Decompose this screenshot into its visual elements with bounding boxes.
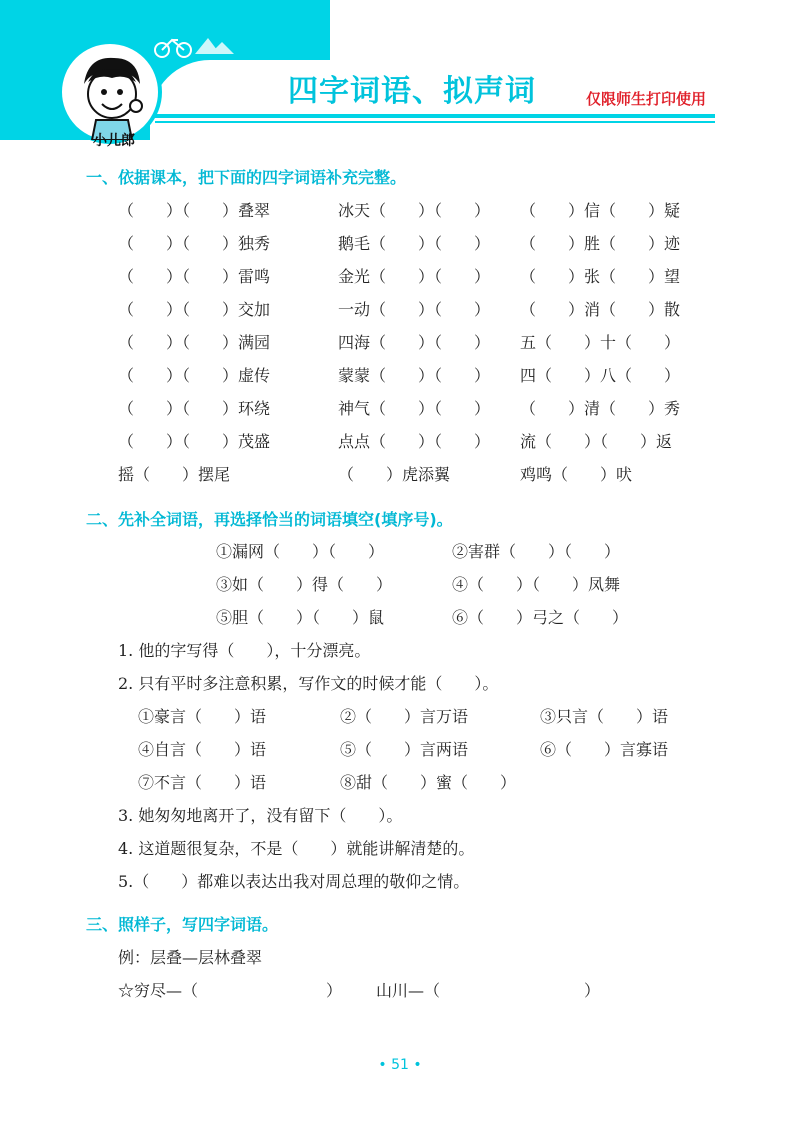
blank-item[interactable]: 点点（ ）（ ） xyxy=(338,432,491,451)
blank-item[interactable]: （ ）虎添翼 xyxy=(338,465,451,484)
blank-item[interactable]: （ ）（ ）满园 xyxy=(118,333,271,352)
question-2[interactable]: 2. 只有平时多注意积累，写作文的时候才能（ ）。 xyxy=(118,674,499,693)
blank-item[interactable]: （ ）清（ ）秀 xyxy=(520,399,681,418)
blank-item[interactable]: 摇（ ）摆尾 xyxy=(118,465,231,484)
question-3[interactable]: 3. 她匆匆地离开了，没有留下（ ）。 xyxy=(118,806,403,825)
blank-item[interactable]: 冰天（ ）（ ） xyxy=(338,201,491,220)
word-item[interactable]: ⑥（ ）弓之（ ） xyxy=(452,608,629,627)
option-item[interactable]: ③只言（ ）语 xyxy=(540,707,669,726)
option-item[interactable]: ②（ ）言万语 xyxy=(340,707,469,726)
exercise-item-1[interactable]: ☆穷尽—（ ） xyxy=(118,981,343,1000)
blank-item[interactable]: （ ）（ ）独秀 xyxy=(118,234,271,253)
blank-item[interactable]: 流（ ）（ ）返 xyxy=(520,432,673,451)
question-1[interactable]: 1. 他的字写得（ ），十分漂亮。 xyxy=(118,641,371,660)
mascot-frame xyxy=(58,40,162,144)
section-2-heading: 二、先补全词语，再选择恰当的词语填空(填序号)。 xyxy=(86,510,453,529)
word-item[interactable]: ②害群（ ）（ ） xyxy=(452,542,621,561)
question-5[interactable]: 5.（ ）都难以表达出我对周总理的敬仰之情。 xyxy=(118,872,470,891)
mascot-label: 小儿郎 xyxy=(93,133,135,149)
question-4[interactable]: 4. 这道题很复杂，不是（ ）就能讲解清楚的。 xyxy=(118,839,475,858)
page-number: • 51 • xyxy=(378,1057,422,1073)
bicycle-icon xyxy=(150,28,240,60)
word-item[interactable]: ①漏网（ ）（ ） xyxy=(216,542,385,561)
section-3-heading: 三、照样子，写四字词语。 xyxy=(86,915,279,934)
example-line: 例：层叠—层林叠翠 xyxy=(118,948,263,967)
print-notice: 仅限师生打印使用 xyxy=(586,90,707,108)
blank-item[interactable]: （ ）信（ ）疑 xyxy=(520,201,681,220)
word-item[interactable]: ③如（ ）得（ ） xyxy=(216,575,393,594)
option-item[interactable]: ⑤（ ）言两语 xyxy=(340,740,469,759)
blank-item[interactable]: 鹅毛（ ）（ ） xyxy=(338,234,491,253)
exercise-item-2[interactable]: 山川—（ ） xyxy=(376,981,601,1000)
option-item[interactable]: ④自言（ ）语 xyxy=(138,740,267,759)
blank-item[interactable]: 蒙蒙（ ）（ ） xyxy=(338,366,491,385)
blank-item[interactable]: （ ）（ ）茂盛 xyxy=(118,432,271,451)
word-item[interactable]: ④（ ）（ ）凤舞 xyxy=(452,575,621,594)
blank-item[interactable]: 神气（ ）（ ） xyxy=(338,399,491,418)
blank-item[interactable]: （ ）张（ ）望 xyxy=(520,267,681,286)
option-item[interactable]: ①豪言（ ）语 xyxy=(138,707,267,726)
section-1-heading: 一、依据课本，把下面的四字词语补充完整。 xyxy=(86,168,407,187)
blank-item[interactable]: （ ）（ ）交加 xyxy=(118,300,271,319)
blank-item[interactable]: （ ）消（ ）散 xyxy=(520,300,681,319)
blank-item[interactable]: 五（ ）十（ ） xyxy=(520,333,681,352)
blank-item[interactable]: 金光（ ）（ ） xyxy=(338,267,491,286)
boy-mascot-icon xyxy=(62,44,158,140)
option-item[interactable]: ⑦不言（ ）语 xyxy=(138,773,267,792)
header-rule-thin xyxy=(155,121,715,123)
blank-item[interactable]: （ ）（ ）环绕 xyxy=(118,399,271,418)
option-item[interactable]: ⑥（ ）言寡语 xyxy=(540,740,669,759)
blank-item[interactable]: （ ）（ ）虚传 xyxy=(118,366,271,385)
blank-item[interactable]: （ ）（ ）雷鸣 xyxy=(118,267,271,286)
header-rule xyxy=(155,114,715,118)
blank-item[interactable]: 四海（ ）（ ） xyxy=(338,333,491,352)
word-item[interactable]: ⑤胆（ ）（ ）鼠 xyxy=(216,608,385,627)
blank-item[interactable]: 一动（ ）（ ） xyxy=(338,300,491,319)
page-title: 四字词语、拟声词 xyxy=(288,74,536,109)
blank-item[interactable]: （ ）（ ）叠翠 xyxy=(118,201,271,220)
option-item[interactable]: ⑧甜（ ）蜜（ ） xyxy=(340,773,517,792)
blank-item[interactable]: 鸡鸣（ ）吠 xyxy=(520,465,633,484)
blank-item[interactable]: 四（ ）八（ ） xyxy=(520,366,681,385)
blank-item[interactable]: （ ）胜（ ）迹 xyxy=(520,234,681,253)
